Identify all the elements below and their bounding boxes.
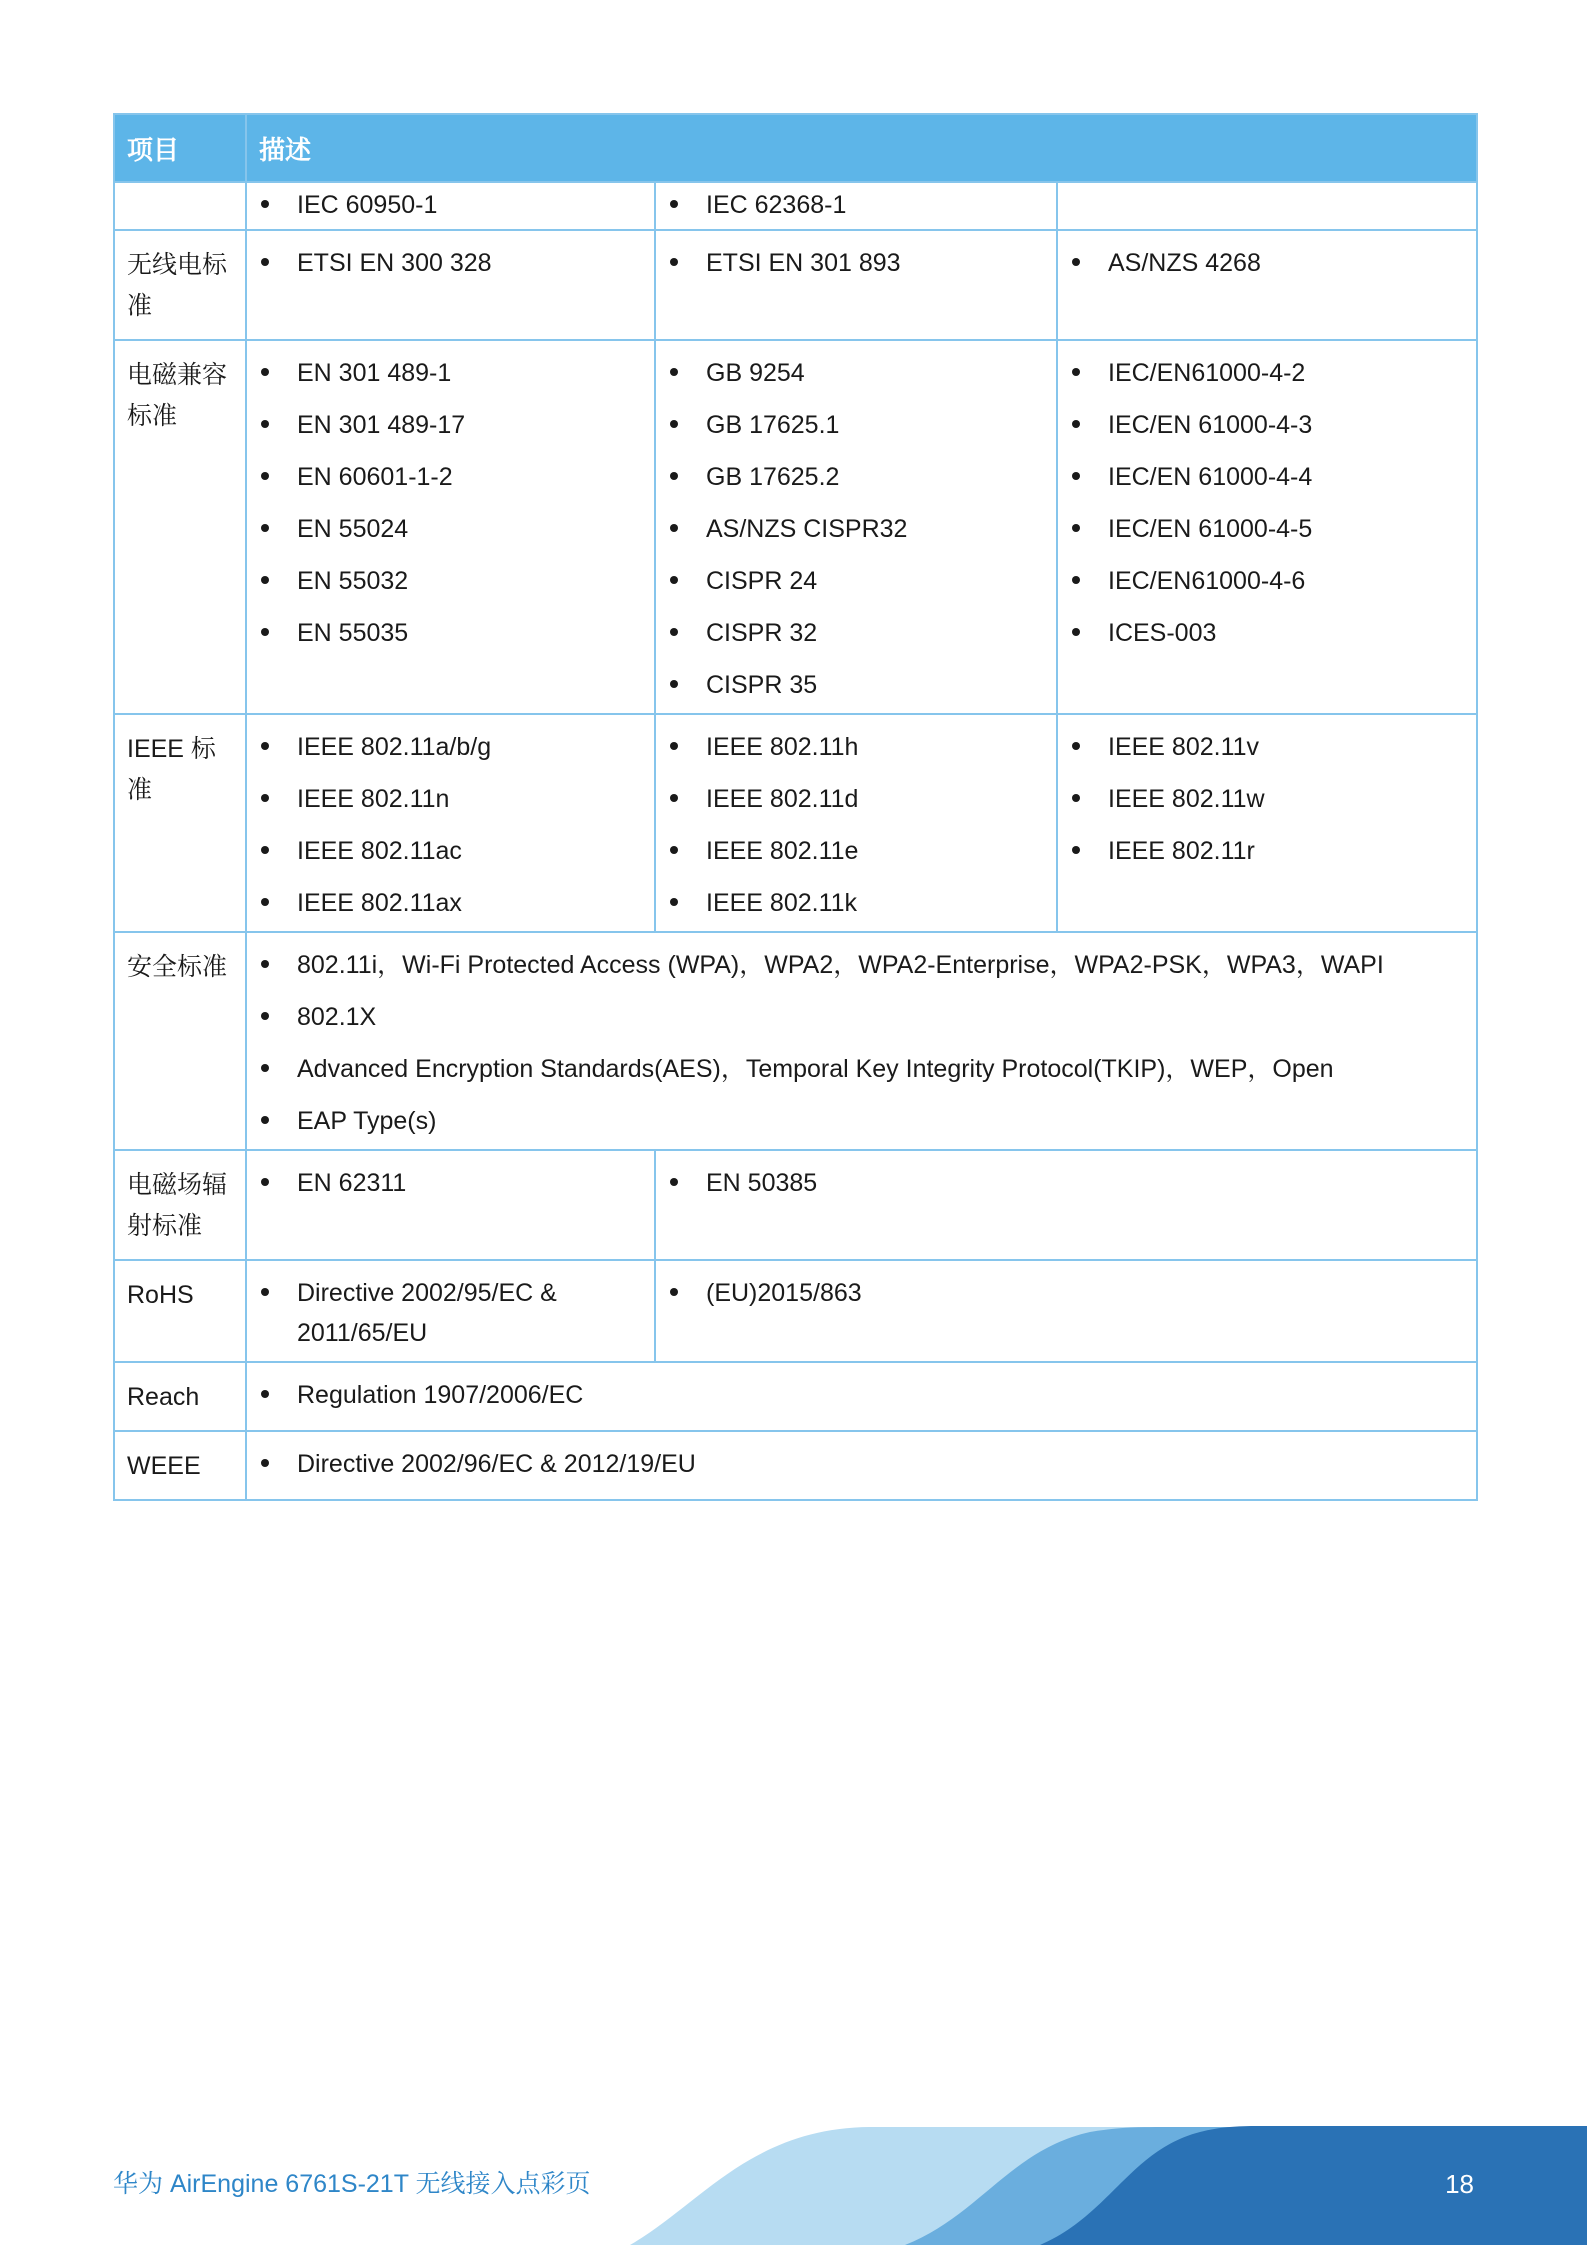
spec-table — [113, 113, 1478, 1501]
bullet-icon — [261, 794, 269, 802]
bullet-icon — [1072, 794, 1080, 802]
desc-cell — [655, 1150, 1477, 1260]
footer-document-title: 华为 AirEngine 6761S-21T 无线接入点彩页 — [113, 2170, 591, 2198]
bullet-icon — [1072, 420, 1080, 428]
list-item: IEEE 802.11r — [1070, 831, 1466, 871]
list-item: ETSI EN 300 328 — [259, 243, 644, 283]
desc-cell — [1057, 714, 1477, 932]
table-row — [114, 1431, 1477, 1500]
bullet-icon — [670, 846, 678, 854]
list-item: ETSI EN 301 893 — [668, 243, 1046, 283]
list-item: CISPR 32 — [668, 613, 1046, 653]
desc-cell — [246, 932, 1477, 1150]
bullet-icon — [670, 742, 678, 750]
desc-cell — [655, 182, 1057, 230]
bullet-icon — [670, 680, 678, 688]
list-item: EN 62311 — [259, 1163, 644, 1203]
bullet-icon — [1072, 368, 1080, 376]
list-item: IEC 60950-1 — [259, 185, 644, 225]
bullet-icon — [1072, 472, 1080, 480]
row-item-label: IEEE 标准 — [114, 714, 246, 932]
bullet-icon — [261, 1459, 269, 1467]
desc-cell — [655, 230, 1057, 340]
list-item: EN 55035 — [259, 613, 644, 653]
row-item-label: 电磁兼容标准 — [114, 340, 246, 714]
desc-cell — [1057, 182, 1477, 230]
desc-cell — [246, 1431, 1477, 1500]
row-item-label: Reach — [114, 1362, 246, 1431]
list-item: Directive 2002/96/EC & 2012/19/EU — [259, 1444, 1466, 1484]
desc-cell — [1057, 340, 1477, 714]
list-item: Directive 2002/95/EC & 2011/65/EU — [259, 1273, 644, 1353]
bullet-icon — [261, 628, 269, 636]
bullet-icon — [261, 1012, 269, 1020]
table-row — [114, 340, 1477, 714]
bullet-icon — [670, 368, 678, 376]
list-item: IEEE 802.11n — [259, 779, 644, 819]
bullet-icon — [261, 368, 269, 376]
list-item: EN 50385 — [668, 1163, 1466, 1203]
header-item: 项目 — [114, 114, 246, 182]
list-item: EAP Type(s) — [259, 1101, 1466, 1141]
desc-cell — [246, 1260, 655, 1362]
bullet-icon — [261, 200, 269, 208]
bullet-icon — [1072, 846, 1080, 854]
table-header-row — [114, 114, 1477, 182]
list-item: AS/NZS CISPR32 — [668, 509, 1046, 549]
list-item: IEC 62368-1 — [668, 185, 1046, 225]
bullet-icon — [1072, 258, 1080, 266]
desc-cell — [655, 1260, 1477, 1362]
list-item: IEC/EN61000-4-2 — [1070, 353, 1466, 393]
row-item-label — [114, 182, 246, 230]
header-desc: 描述 — [246, 114, 1477, 182]
bullet-icon — [261, 258, 269, 266]
row-item-label: WEEE — [114, 1431, 246, 1500]
bullet-icon — [261, 524, 269, 532]
list-item: Regulation 1907/2006/EC — [259, 1375, 1466, 1415]
list-item: IEEE 802.11w — [1070, 779, 1466, 819]
table-row — [114, 182, 1477, 230]
list-item: IEEE 802.11v — [1070, 727, 1466, 767]
bullet-icon — [261, 1288, 269, 1296]
bullet-icon — [670, 1288, 678, 1296]
bullet-icon — [261, 846, 269, 854]
page-number: 18 — [1445, 2169, 1474, 2199]
list-item: AS/NZS 4268 — [1070, 243, 1466, 283]
row-item-label: RoHS — [114, 1260, 246, 1362]
row-item-label: 无线电标准 — [114, 230, 246, 340]
list-item: EN 55024 — [259, 509, 644, 549]
desc-cell — [246, 182, 655, 230]
list-item: IEC/EN61000-4-6 — [1070, 561, 1466, 601]
bullet-icon — [670, 1178, 678, 1186]
bullet-icon — [670, 524, 678, 532]
desc-cell — [1057, 230, 1477, 340]
bullet-icon — [1072, 742, 1080, 750]
list-item: IEEE 802.11h — [668, 727, 1046, 767]
list-item: EN 60601-1-2 — [259, 457, 644, 497]
bullet-icon — [1072, 628, 1080, 636]
bullet-icon — [261, 960, 269, 968]
row-item-label: 安全标准 — [114, 932, 246, 1150]
list-item: IEC/EN 61000-4-3 — [1070, 405, 1466, 445]
desc-cell — [246, 714, 655, 932]
bullet-icon — [670, 258, 678, 266]
list-item: 802.1X — [259, 997, 1466, 1037]
list-item: (EU)2015/863 — [668, 1273, 1466, 1313]
bullet-icon — [261, 1064, 269, 1072]
list-item: ICES-003 — [1070, 613, 1466, 653]
bullet-icon — [261, 420, 269, 428]
bullet-icon — [261, 472, 269, 480]
list-item: CISPR 35 — [668, 665, 1046, 705]
desc-cell — [246, 1150, 655, 1260]
bullet-icon — [670, 200, 678, 208]
list-item: IEEE 802.11ax — [259, 883, 644, 923]
list-item: EN 55032 — [259, 561, 644, 601]
list-item: GB 17625.1 — [668, 405, 1046, 445]
list-item: EN 301 489-1 — [259, 353, 644, 393]
list-item: GB 17625.2 — [668, 457, 1046, 497]
list-item: IEC/EN 61000-4-5 — [1070, 509, 1466, 549]
bullet-icon — [670, 794, 678, 802]
table-row — [114, 230, 1477, 340]
bullet-icon — [261, 1390, 269, 1398]
bullet-icon — [670, 576, 678, 584]
bullet-icon — [261, 1178, 269, 1186]
desc-cell — [246, 340, 655, 714]
table-row — [114, 932, 1477, 1150]
table-row — [114, 1150, 1477, 1260]
desc-cell — [655, 714, 1057, 932]
list-item: IEEE 802.11k — [668, 883, 1046, 923]
list-item: IEC/EN 61000-4-4 — [1070, 457, 1466, 497]
desc-cell — [246, 230, 655, 340]
list-item: EN 301 489-17 — [259, 405, 644, 445]
bullet-icon — [670, 472, 678, 480]
list-item: IEEE 802.11d — [668, 779, 1046, 819]
list-item: GB 9254 — [668, 353, 1046, 393]
bullet-icon — [1072, 524, 1080, 532]
list-item: IEEE 802.11a/b/g — [259, 727, 644, 767]
bullet-icon — [261, 742, 269, 750]
bullet-icon — [261, 576, 269, 584]
bullet-icon — [1072, 576, 1080, 584]
desc-cell — [655, 340, 1057, 714]
list-item: 802.11i，Wi-Fi Protected Access (WPA)，WPA2，WPA2-Enterprise，WPA2-PSK，WPA3，WAPI — [259, 945, 1466, 985]
table-row — [114, 714, 1477, 932]
bullet-icon — [261, 898, 269, 906]
row-item-label: 电磁场辐射标准 — [114, 1150, 246, 1260]
list-item: IEEE 802.11ac — [259, 831, 644, 871]
bullet-icon — [670, 420, 678, 428]
bullet-icon — [261, 1116, 269, 1124]
table-row — [114, 1362, 1477, 1431]
list-item: Advanced Encryption Standards(AES)，Temporal Key Integrity Protocol(TKIP)，WEP，Open — [259, 1049, 1466, 1089]
list-item: IEEE 802.11e — [668, 831, 1046, 871]
list-item: CISPR 24 — [668, 561, 1046, 601]
bullet-icon — [670, 898, 678, 906]
bullet-icon — [670, 628, 678, 636]
table-row — [114, 1260, 1477, 1362]
desc-cell — [246, 1362, 1477, 1431]
